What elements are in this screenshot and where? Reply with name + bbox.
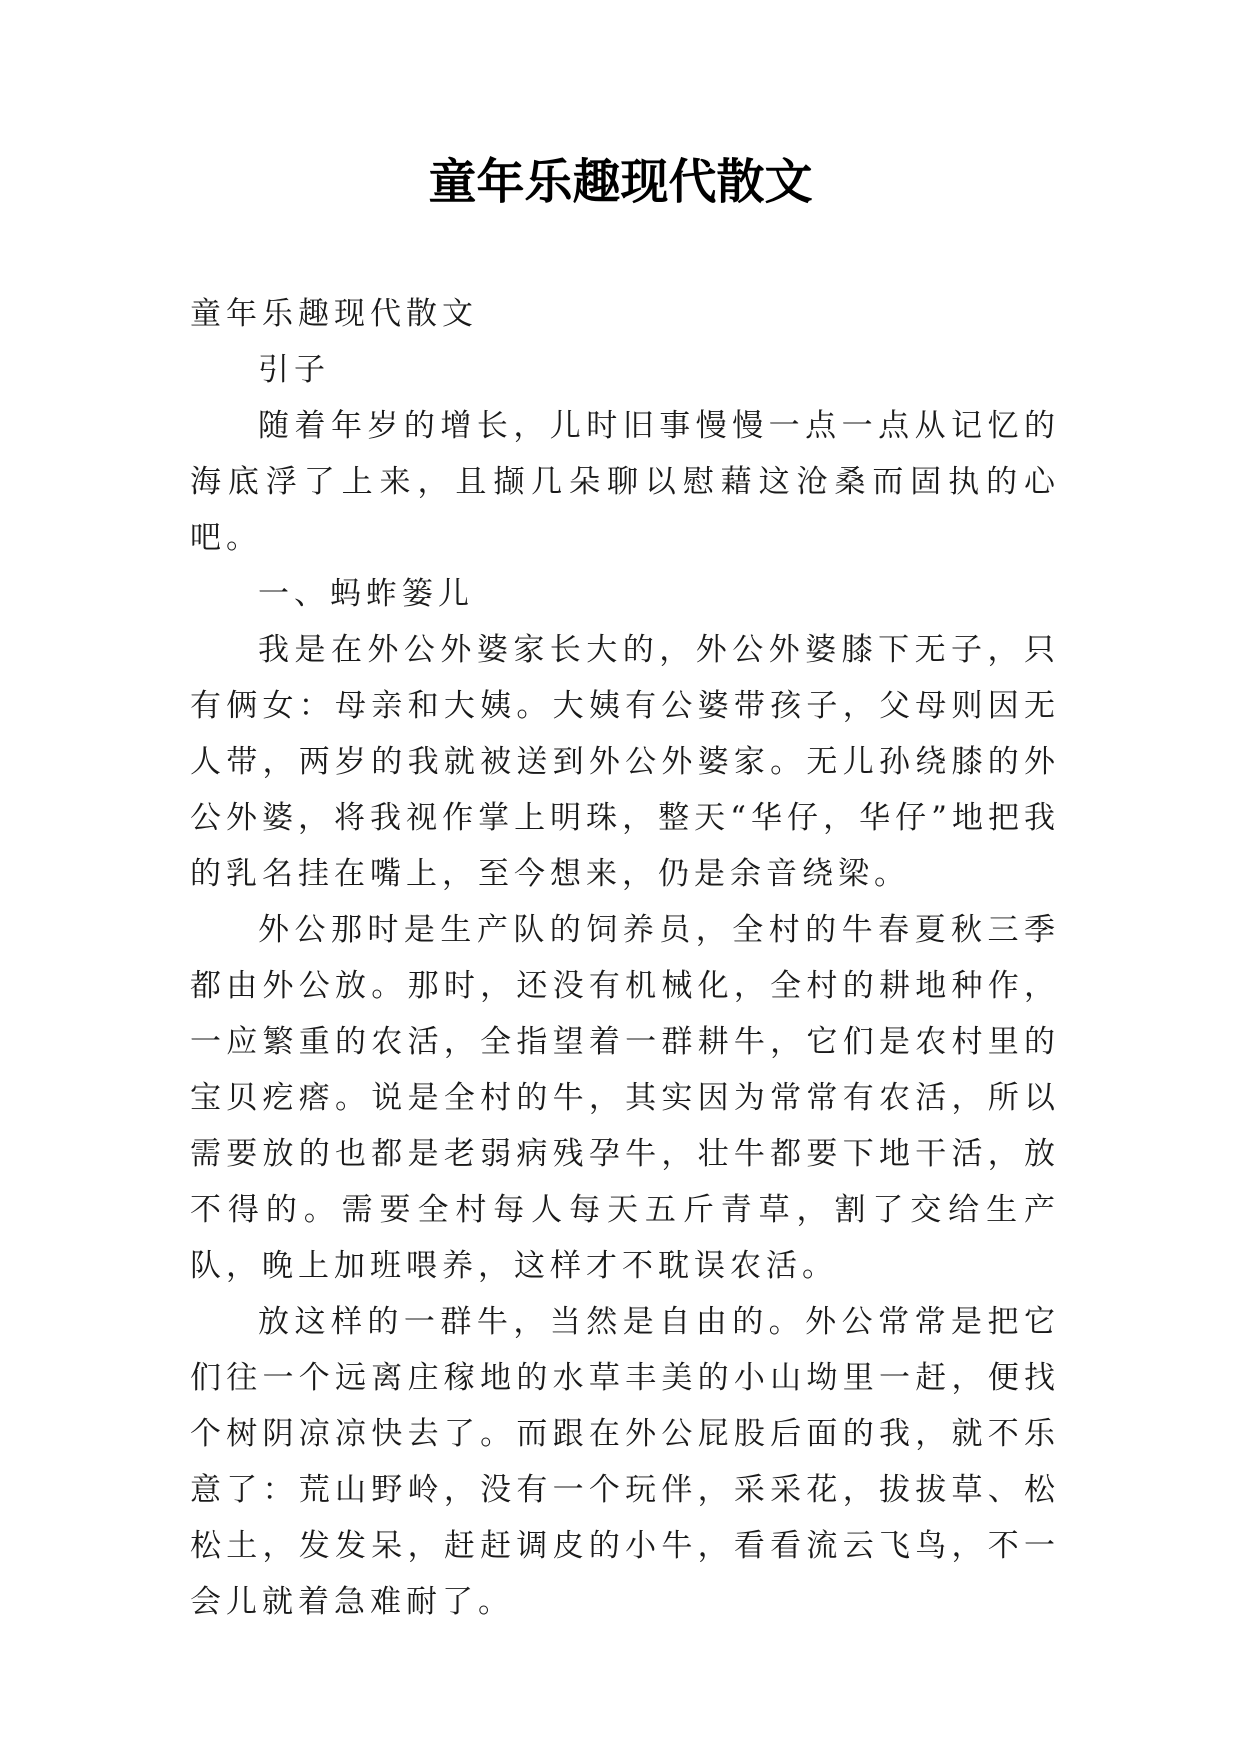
- document-title: 童年乐趣现代散文: [428, 154, 813, 210]
- paragraph: 外公那时是生产队的饲养员，全村的牛春夏秋三季都由外公放。那时，还没有机械化，全村的耕地种作，一应繁重的农活，全指望着一群耕牛，它们是农村里的宝贝疙瘩。说是全村的牛，其实因为常常有农活，所以需要放的也都是老弱病残孕牛，壮牛都要下地干活，放不得的。需要全村每人每天五斤青草，割了交给生产队，晚上加班喂养，这样才不耽误农活。: [190, 912, 1060, 1284]
- paragraph-heading: 童年乐趣现代散文: [190, 296, 478, 332]
- paragraph-intro-heading: 引子: [258, 352, 330, 388]
- paragraph: 我是在外公外婆家长大的，外公外婆膝下无子，只有俩女：母亲和大姨。大姨有公婆带孩子，父母则因无人带，两岁的我就被送到外公外婆家。无儿孙绕膝的外公外婆，将我视作掌上明珠，整天“华仔，华仔”地把我的乳名挂在嘴上，至今想来，仍是余音绕梁。: [190, 632, 1060, 892]
- document-body: [190, 286, 1060, 1630]
- section-heading-1: 一、蚂蚱篓儿: [258, 576, 474, 612]
- paragraph-intro: 随着年岁的增长，儿时旧事慢慢一点一点从记忆的海底浮了上来，且撷几朵聊以慰藉这沧桑而固执的心吧。: [190, 408, 1060, 556]
- paragraph: 放这样的一群牛，当然是自由的。外公常常是把它们往一个远离庄稼地的水草丰美的小山坳里一赶，便找个树阴凉凉快去了。而跟在外公屁股后面的我，就不乐意了：荒山野岭，没有一个玩伴，采采花，拔拔草、松松土，发发呆，赶赶调皮的小牛，看看流云飞鸟，不一会儿就着急难耐了。: [190, 1304, 1060, 1620]
